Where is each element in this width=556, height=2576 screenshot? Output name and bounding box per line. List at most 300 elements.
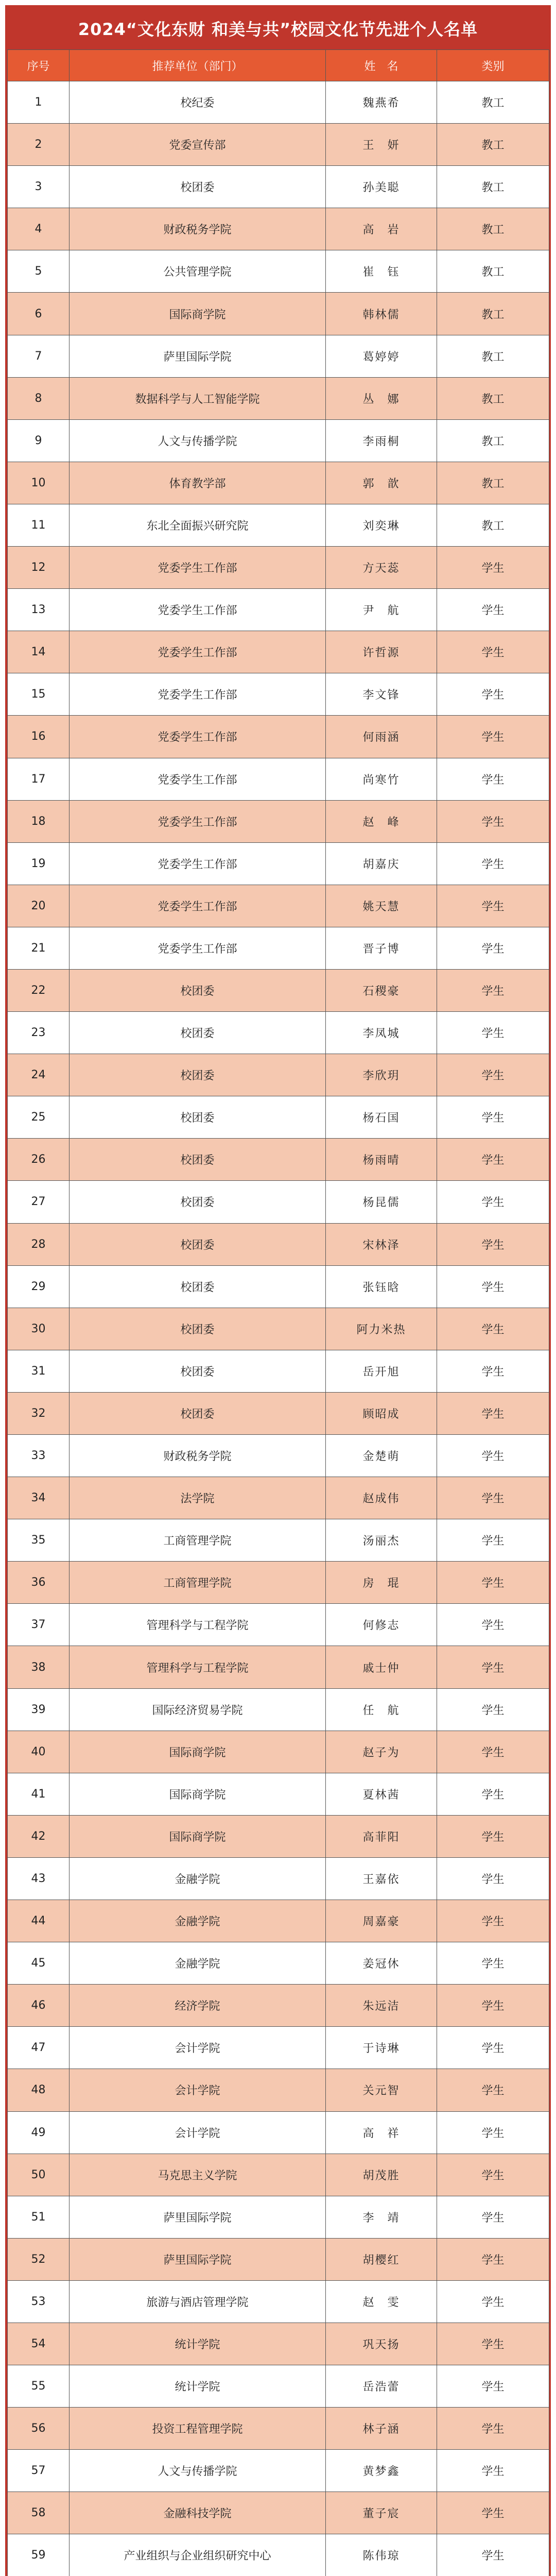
cell-category: 学生: [437, 2408, 549, 2450]
cell-name: 陈伟琼: [326, 2534, 437, 2576]
header-name: 姓 名: [326, 50, 437, 81]
table-row: [8, 1223, 549, 1265]
cell-name: 高菲阳: [326, 1815, 437, 1857]
cell-index: 56: [8, 2408, 70, 2450]
cell-unit: 校团委: [70, 1054, 326, 1096]
cell-name: 岳浩蕾: [326, 2365, 437, 2408]
cell-index: 19: [8, 842, 70, 885]
table-row: [8, 885, 549, 927]
cell-category: 学生: [437, 2450, 549, 2492]
cell-index: 17: [8, 758, 70, 800]
cell-name: 汤丽杰: [326, 1519, 437, 1562]
cell-index: 52: [8, 2238, 70, 2280]
cell-unit: 党委学生工作部: [70, 716, 326, 758]
cell-category: 学生: [437, 1308, 549, 1350]
cell-unit: 旅游与酒店管理学院: [70, 2280, 326, 2323]
cell-unit: 党委学生工作部: [70, 673, 326, 716]
cell-index: 20: [8, 885, 70, 927]
cell-category: 教工: [437, 124, 549, 166]
cell-unit: 校团委: [70, 1392, 326, 1434]
table-row: [8, 208, 549, 250]
cell-name: 韩林儒: [326, 293, 437, 335]
table-row: [8, 2238, 549, 2280]
cell-category: 学生: [437, 1223, 549, 1265]
table-row: [8, 377, 549, 419]
cell-index: 23: [8, 1012, 70, 1054]
cell-category: 学生: [437, 2069, 549, 2111]
cell-unit: 会计学院: [70, 2111, 326, 2154]
table-row: [8, 2492, 549, 2534]
cell-unit: 金融科技学院: [70, 2492, 326, 2534]
cell-unit: 人文与传播学院: [70, 2450, 326, 2492]
cell-index: 45: [8, 1942, 70, 1985]
cell-name: 李欣玥: [326, 1054, 437, 1096]
table-row: [8, 1435, 549, 1477]
cell-index: 30: [8, 1308, 70, 1350]
table-row: [8, 2450, 549, 2492]
cell-index: 15: [8, 673, 70, 716]
cell-index: 58: [8, 2492, 70, 2534]
table-body: [8, 81, 549, 2576]
cell-index: 41: [8, 1773, 70, 1815]
cell-name: 郭 歆: [326, 462, 437, 504]
cell-index: 29: [8, 1265, 70, 1308]
cell-name: 石稷豪: [326, 969, 437, 1011]
cell-name: 黄梦鑫: [326, 2450, 437, 2492]
cell-name: 宋林泽: [326, 1223, 437, 1265]
cell-unit: 国际经济贸易学院: [70, 1688, 326, 1731]
cell-unit: 党委学生工作部: [70, 885, 326, 927]
table-row: [8, 673, 549, 716]
cell-name: 崔 钰: [326, 250, 437, 293]
table-row: [8, 2534, 549, 2576]
cell-category: 学生: [437, 547, 549, 589]
table-row: [8, 1308, 549, 1350]
cell-unit: 国际商学院: [70, 1773, 326, 1815]
cell-index: 8: [8, 377, 70, 419]
cell-category: 学生: [437, 885, 549, 927]
cell-category: 教工: [437, 166, 549, 208]
cell-name: 赵成伟: [326, 1477, 437, 1519]
table-row: [8, 1942, 549, 1985]
table-row: [8, 419, 549, 462]
cell-unit: 党委学生工作部: [70, 631, 326, 673]
cell-name: 杨雨晴: [326, 1139, 437, 1181]
cell-name: 李雨桐: [326, 419, 437, 462]
table-row: [8, 2027, 549, 2069]
cell-category: 学生: [437, 1350, 549, 1392]
table-row: [8, 1392, 549, 1434]
cell-name: 姜冠休: [326, 1942, 437, 1985]
cell-index: 25: [8, 1096, 70, 1139]
cell-name: 何修志: [326, 1604, 437, 1646]
table-row: [8, 1604, 549, 1646]
table-row: [8, 250, 549, 293]
cell-index: 31: [8, 1350, 70, 1392]
cell-name: 李 靖: [326, 2196, 437, 2238]
cell-name: 刘奕琳: [326, 504, 437, 546]
cell-index: 46: [8, 1985, 70, 2027]
table-row: [8, 800, 549, 842]
cell-name: 王嘉依: [326, 1857, 437, 1900]
cell-index: 9: [8, 419, 70, 462]
cell-index: 6: [8, 293, 70, 335]
cell-index: 39: [8, 1688, 70, 1731]
cell-unit: 国际商学院: [70, 293, 326, 335]
table-row: [8, 758, 549, 800]
cell-category: 学生: [437, 2154, 549, 2196]
cell-index: 27: [8, 1181, 70, 1223]
table-row: [8, 927, 549, 969]
table-row: [8, 504, 549, 546]
cell-category: 教工: [437, 377, 549, 419]
cell-category: 学生: [437, 2238, 549, 2280]
cell-index: 16: [8, 716, 70, 758]
table-row: [8, 335, 549, 377]
cell-unit: 党委宣传部: [70, 124, 326, 166]
cell-name: 葛婷婷: [326, 335, 437, 377]
table-row: [8, 716, 549, 758]
cell-category: 教工: [437, 335, 549, 377]
cell-index: 38: [8, 1646, 70, 1688]
cell-category: 学生: [437, 1012, 549, 1054]
cell-category: 学生: [437, 1773, 549, 1815]
cell-index: 24: [8, 1054, 70, 1096]
cell-index: 5: [8, 250, 70, 293]
table-row: [8, 1731, 549, 1773]
cell-unit: 校团委: [70, 1139, 326, 1181]
cell-unit: 统计学院: [70, 2365, 326, 2408]
cell-unit: 萨里国际学院: [70, 2238, 326, 2280]
cell-unit: 公共管理学院: [70, 250, 326, 293]
cell-category: 学生: [437, 2492, 549, 2534]
table-header: [8, 50, 549, 81]
cell-category: 学生: [437, 1139, 549, 1181]
cell-unit: 统计学院: [70, 2323, 326, 2365]
cell-unit: 投资工程管理学院: [70, 2408, 326, 2450]
cell-index: 50: [8, 2154, 70, 2196]
cell-name: 丛 娜: [326, 377, 437, 419]
cell-category: 学生: [437, 1096, 549, 1139]
table-row: [8, 1857, 549, 1900]
cell-name: 任 航: [326, 1688, 437, 1731]
cell-category: 学生: [437, 2027, 549, 2069]
cell-unit: 党委学生工作部: [70, 927, 326, 969]
table-row: [8, 2111, 549, 2154]
cell-index: 3: [8, 166, 70, 208]
cell-index: 43: [8, 1857, 70, 1900]
cell-unit: 党委学生工作部: [70, 758, 326, 800]
header-index: 序号: [8, 50, 70, 81]
table-row: [8, 293, 549, 335]
cell-unit: 国际商学院: [70, 1815, 326, 1857]
cell-unit: 财政税务学院: [70, 208, 326, 250]
cell-unit: 法学院: [70, 1477, 326, 1519]
cell-index: 32: [8, 1392, 70, 1434]
table-row: [8, 1646, 549, 1688]
table-row: [8, 1139, 549, 1181]
cell-unit: 校团委: [70, 1181, 326, 1223]
table-row: [8, 2365, 549, 2408]
cell-unit: 管理科学与工程学院: [70, 1646, 326, 1688]
cell-unit: 党委学生工作部: [70, 800, 326, 842]
cell-index: 12: [8, 547, 70, 589]
cell-category: 学生: [437, 927, 549, 969]
cell-unit: 校纪委: [70, 81, 326, 124]
cell-name: 阿力米热: [326, 1308, 437, 1350]
cell-category: 学生: [437, 758, 549, 800]
cell-name: 赵 雯: [326, 2280, 437, 2323]
cell-index: 4: [8, 208, 70, 250]
table-row: [8, 81, 549, 124]
table-row: [8, 1815, 549, 1857]
cell-category: 学生: [437, 2280, 549, 2323]
table-row: [8, 462, 549, 504]
cell-category: 学生: [437, 2111, 549, 2154]
cell-category: 教工: [437, 250, 549, 293]
cell-category: 学生: [437, 1815, 549, 1857]
cell-unit: 工商管理学院: [70, 1562, 326, 1604]
cell-name: 尚寒竹: [326, 758, 437, 800]
cell-category: 学生: [437, 1265, 549, 1308]
table-row: [8, 2154, 549, 2196]
cell-name: 林子涵: [326, 2408, 437, 2450]
cell-category: 学生: [437, 1857, 549, 1900]
cell-name: 岳开旭: [326, 1350, 437, 1392]
cell-unit: 经济学院: [70, 1985, 326, 2027]
cell-unit: 校团委: [70, 1223, 326, 1265]
cell-name: 方天蕊: [326, 547, 437, 589]
cell-category: 学生: [437, 1519, 549, 1562]
cell-unit: 党委学生工作部: [70, 547, 326, 589]
cell-category: 学生: [437, 2323, 549, 2365]
cell-category: 学生: [437, 842, 549, 885]
cell-index: 37: [8, 1604, 70, 1646]
cell-category: 学生: [437, 1731, 549, 1773]
cell-index: 22: [8, 969, 70, 1011]
table-row: [8, 1477, 549, 1519]
cell-category: 学生: [437, 2365, 549, 2408]
cell-name: 董子宸: [326, 2492, 437, 2534]
cell-category: 学生: [437, 1054, 549, 1096]
cell-unit: 党委学生工作部: [70, 589, 326, 631]
table-row: [8, 1265, 549, 1308]
table-row: [8, 969, 549, 1011]
cell-category: 教工: [437, 293, 549, 335]
table-row: [8, 1012, 549, 1054]
table-row: [8, 589, 549, 631]
cell-category: 学生: [437, 1604, 549, 1646]
cell-name: 魏燕希: [326, 81, 437, 124]
cell-index: 44: [8, 1900, 70, 1942]
cell-name: 李文锋: [326, 673, 437, 716]
page-title: 2024“文化东财 和美与共”校园文化节先进个人名单: [7, 7, 549, 49]
cell-category: 学生: [437, 1392, 549, 1434]
cell-category: 学生: [437, 2196, 549, 2238]
cell-index: 14: [8, 631, 70, 673]
cell-name: 胡樱红: [326, 2238, 437, 2280]
cell-index: 13: [8, 589, 70, 631]
cell-category: 学生: [437, 716, 549, 758]
cell-index: 18: [8, 800, 70, 842]
cell-unit: 萨里国际学院: [70, 335, 326, 377]
table-row: [8, 1773, 549, 1815]
cell-name: 尹 航: [326, 589, 437, 631]
cell-unit: 会计学院: [70, 2069, 326, 2111]
cell-category: 学生: [437, 2534, 549, 2576]
cell-unit: 数据科学与人工智能学院: [70, 377, 326, 419]
cell-name: 杨昆儒: [326, 1181, 437, 1223]
cell-name: 胡茂胜: [326, 2154, 437, 2196]
cell-category: 学生: [437, 1435, 549, 1477]
cell-unit: 管理科学与工程学院: [70, 1604, 326, 1646]
table-row: [8, 547, 549, 589]
cell-category: 学生: [437, 1477, 549, 1519]
document-frame: [5, 5, 551, 2576]
cell-unit: 体育教学部: [70, 462, 326, 504]
cell-unit: 金融学院: [70, 1857, 326, 1900]
table-row: [8, 1900, 549, 1942]
cell-unit: 产业组织与企业组织研究中心: [70, 2534, 326, 2576]
cell-index: 42: [8, 1815, 70, 1857]
cell-index: 7: [8, 335, 70, 377]
table-row: [8, 2069, 549, 2111]
cell-name: 杨石国: [326, 1096, 437, 1139]
cell-name: 朱远洁: [326, 1985, 437, 2027]
cell-name: 何雨涵: [326, 716, 437, 758]
cell-unit: 校团委: [70, 1350, 326, 1392]
cell-category: 学生: [437, 1985, 549, 2027]
cell-name: 孙美聪: [326, 166, 437, 208]
table-row: [8, 1688, 549, 1731]
cell-name: 高 祥: [326, 2111, 437, 2154]
cell-category: 学生: [437, 673, 549, 716]
table-row: [8, 2280, 549, 2323]
cell-name: 赵子为: [326, 1731, 437, 1773]
honor-list-table: [7, 49, 549, 2576]
cell-name: 晋子博: [326, 927, 437, 969]
cell-category: 学生: [437, 1688, 549, 1731]
cell-name: 关元智: [326, 2069, 437, 2111]
cell-unit: 会计学院: [70, 2027, 326, 2069]
cell-unit: 人文与传播学院: [70, 419, 326, 462]
header-row: [8, 50, 549, 81]
table-row: [8, 1054, 549, 1096]
header-unit: 推荐单位（部门）: [70, 50, 326, 81]
cell-name: 顾昭成: [326, 1392, 437, 1434]
cell-index: 48: [8, 2069, 70, 2111]
cell-index: 54: [8, 2323, 70, 2365]
cell-index: 26: [8, 1139, 70, 1181]
cell-name: 金楚萌: [326, 1435, 437, 1477]
table-row: [8, 1985, 549, 2027]
cell-unit: 工商管理学院: [70, 1519, 326, 1562]
cell-name: 张钰晗: [326, 1265, 437, 1308]
cell-category: 学生: [437, 1942, 549, 1985]
cell-category: 教工: [437, 419, 549, 462]
cell-name: 姚天慧: [326, 885, 437, 927]
cell-unit: 国际商学院: [70, 1731, 326, 1773]
table-row: [8, 124, 549, 166]
cell-category: 学生: [437, 1646, 549, 1688]
table-row: [8, 1519, 549, 1562]
cell-category: 教工: [437, 504, 549, 546]
cell-name: 于诗琳: [326, 2027, 437, 2069]
cell-name: 王 妍: [326, 124, 437, 166]
cell-index: 10: [8, 462, 70, 504]
cell-index: 59: [8, 2534, 70, 2576]
cell-name: 巩天扬: [326, 2323, 437, 2365]
cell-unit: 萨里国际学院: [70, 2196, 326, 2238]
cell-index: 21: [8, 927, 70, 969]
table-row: [8, 842, 549, 885]
cell-unit: 东北全面振兴研究院: [70, 504, 326, 546]
cell-unit: 校团委: [70, 1012, 326, 1054]
cell-unit: 马克思主义学院: [70, 2154, 326, 2196]
cell-index: 2: [8, 124, 70, 166]
cell-unit: 党委学生工作部: [70, 842, 326, 885]
cell-category: 学生: [437, 1900, 549, 1942]
table-row: [8, 2196, 549, 2238]
cell-name: 夏林茜: [326, 1773, 437, 1815]
cell-name: 戚士仲: [326, 1646, 437, 1688]
cell-unit: 财政税务学院: [70, 1435, 326, 1477]
cell-category: 学生: [437, 1181, 549, 1223]
cell-index: 49: [8, 2111, 70, 2154]
cell-name: 房 琨: [326, 1562, 437, 1604]
cell-index: 53: [8, 2280, 70, 2323]
cell-index: 28: [8, 1223, 70, 1265]
cell-unit: 校团委: [70, 1308, 326, 1350]
cell-name: 李凤城: [326, 1012, 437, 1054]
cell-index: 40: [8, 1731, 70, 1773]
cell-name: 高 岩: [326, 208, 437, 250]
table-row: [8, 1350, 549, 1392]
cell-index: 57: [8, 2450, 70, 2492]
table-row: [8, 166, 549, 208]
cell-index: 33: [8, 1435, 70, 1477]
table-row: [8, 1181, 549, 1223]
cell-unit: 金融学院: [70, 1900, 326, 1942]
cell-index: 11: [8, 504, 70, 546]
cell-index: 35: [8, 1519, 70, 1562]
cell-category: 学生: [437, 631, 549, 673]
cell-category: 学生: [437, 969, 549, 1011]
cell-category: 学生: [437, 589, 549, 631]
cell-category: 学生: [437, 800, 549, 842]
cell-name: 赵 峰: [326, 800, 437, 842]
cell-name: 胡嘉庆: [326, 842, 437, 885]
cell-unit: 校团委: [70, 1265, 326, 1308]
table-row: [8, 1562, 549, 1604]
cell-index: 55: [8, 2365, 70, 2408]
cell-unit: 校团委: [70, 1096, 326, 1139]
cell-index: 47: [8, 2027, 70, 2069]
cell-index: 34: [8, 1477, 70, 1519]
cell-index: 51: [8, 2196, 70, 2238]
cell-category: 教工: [437, 81, 549, 124]
table-row: [8, 2323, 549, 2365]
table-row: [8, 631, 549, 673]
cell-index: 1: [8, 81, 70, 124]
cell-name: 周嘉豪: [326, 1900, 437, 1942]
cell-unit: 校团委: [70, 166, 326, 208]
cell-category: 学生: [437, 1562, 549, 1604]
cell-category: 教工: [437, 208, 549, 250]
cell-index: 36: [8, 1562, 70, 1604]
cell-unit: 校团委: [70, 969, 326, 1011]
cell-category: 教工: [437, 462, 549, 504]
